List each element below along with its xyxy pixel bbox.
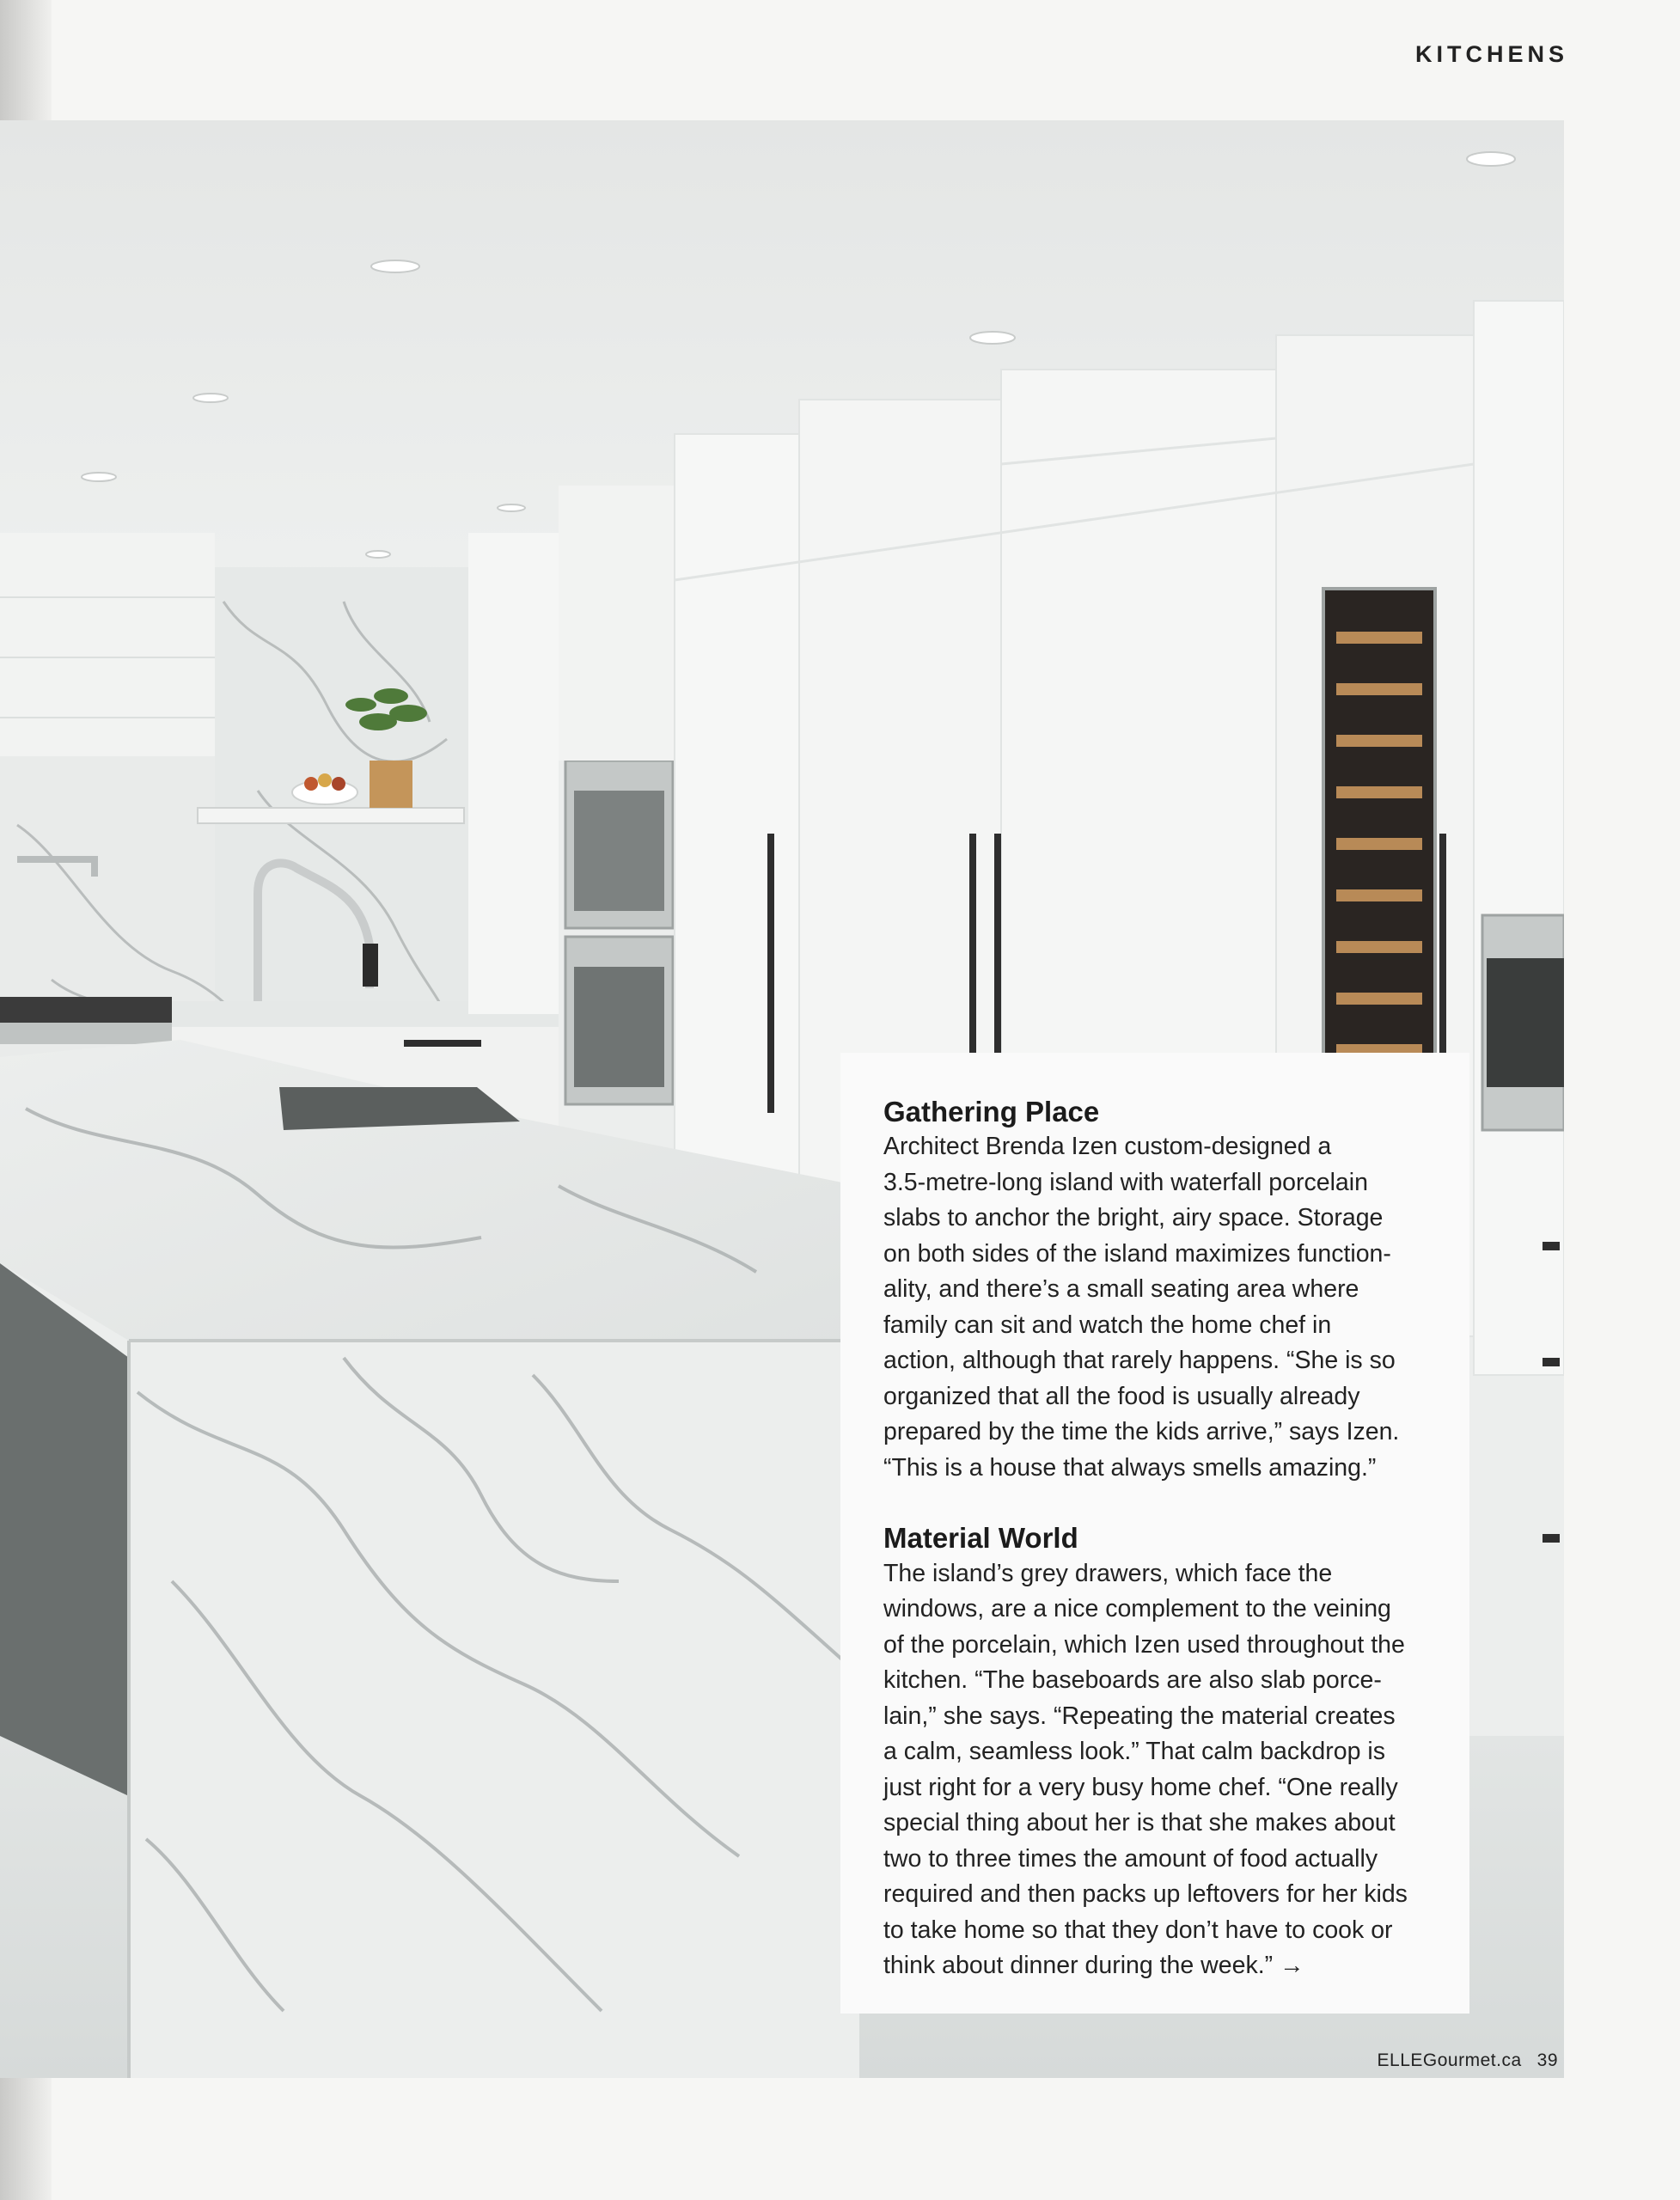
body-line: The island’s grey drawers, which face the: [883, 1559, 1333, 1587]
body-line: windows, are a nice complement to the veining: [883, 1595, 1391, 1622]
body-line: ality, and there’s a small seating area where: [883, 1275, 1359, 1304]
section-label: KITCHENS: [1414, 41, 1568, 67]
body-line: kitchen. “The baseboards are also slab porce-: [883, 1666, 1382, 1694]
body-line: think about dinner during the week.” →: [883, 1952, 1304, 1979]
body-line: special thing about her is that she makes about: [883, 1809, 1396, 1836]
body-line: a calm, seamless look.” That calm backdrop is: [883, 1738, 1385, 1765]
body-line: required and then packs up leftovers for her kids: [883, 1880, 1408, 1908]
body-line: two to three times the amount of food actually: [883, 1844, 1378, 1873]
section-heading-gathering-place: Gathering Place: [883, 1096, 1100, 1128]
body-line: just right for a very busy home chef. “One really: [883, 1773, 1398, 1801]
body-line: of the porcelain, which Izen used throughout the: [883, 1630, 1405, 1659]
page-footer: [1378, 2050, 1558, 2071]
body-line: on both sides of the island maximizes function-: [883, 1239, 1391, 1268]
section-heading-material-world: Material World: [883, 1522, 1078, 1555]
body-line: family can sit and watch the home chef in: [883, 1311, 1332, 1339]
site-name: ELLEGourmet.ca: [1377, 2050, 1522, 2070]
body-line: to take home so that they don’t have to cook or: [883, 1916, 1393, 1944]
body-line: prepared by the time the kids arrive,” says Izen.: [883, 1418, 1400, 1446]
body-line: slabs to anchor the bright, airy space. Storage: [883, 1204, 1384, 1232]
body-line: Architect Brenda Izen custom-designed a: [883, 1133, 1332, 1161]
body-line: organized that all the food is usually already: [883, 1382, 1360, 1410]
body-line: lain,” she says. “Repeating the material creates: [883, 1702, 1396, 1730]
page-number: 39: [1536, 2050, 1558, 2070]
sidebar-text-box: [840, 1053, 1469, 2014]
body-line: action, although that rarely happens. “She is so: [883, 1347, 1396, 1375]
section-gap: [883, 1486, 1428, 1520]
body-line: “This is a house that always smells amazing.”: [883, 1453, 1377, 1482]
body-line: 3.5-metre-long island with waterfall porcelain: [883, 1168, 1368, 1196]
